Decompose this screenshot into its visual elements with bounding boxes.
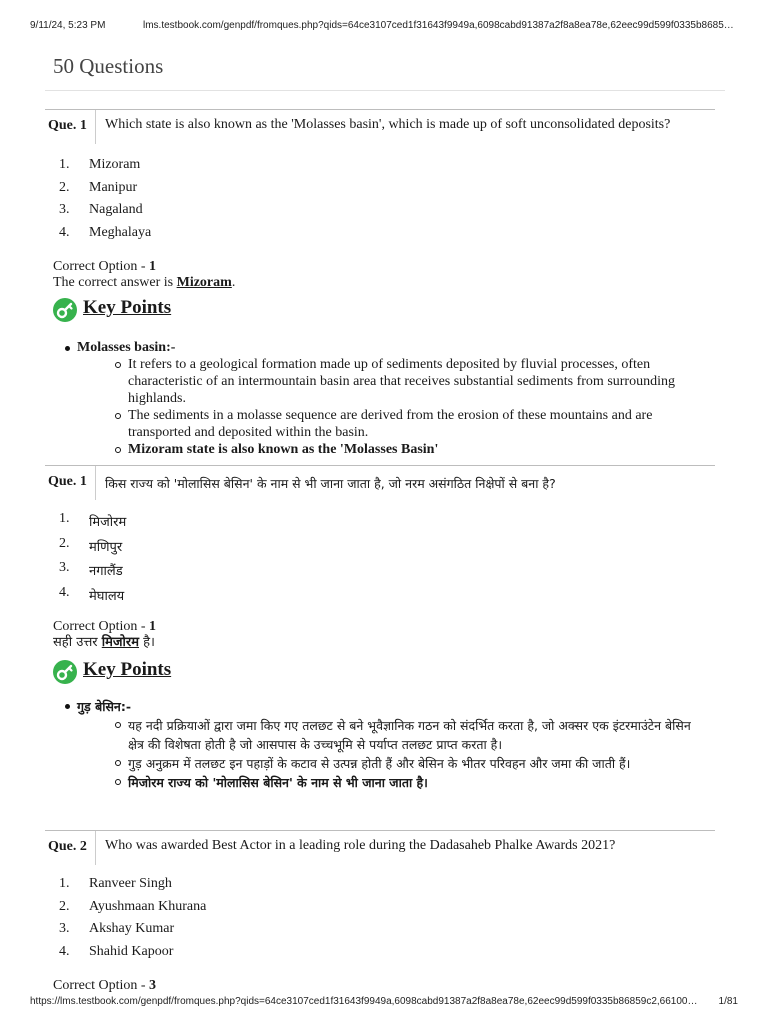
option-item: 1. Ranveer Singh: [59, 876, 172, 891]
print-url: lms.testbook.com/genpdf/fromques.php?qids=64ce3107ced1f31643f9949a,6098cabd91387a2f8a8ea78e,62eec99d599f0335b8685…: [143, 20, 734, 31]
key-icon: [53, 660, 77, 684]
correct-option: Correct Option - 3: [53, 978, 157, 993]
sub-bullet-item: Mizoram state is also known as the 'Molasses Basin': [53, 441, 705, 458]
option-item: 2. Ayushmaan Khurana: [59, 898, 207, 914]
bullet-item: गुड़ बेसिन:-: [53, 697, 715, 716]
page-number: 1/81: [718, 996, 738, 1007]
sub-bullet-item: मिजोरम राज्य को 'मोलासिस बेसिन' के नाम से भी जाना जाता है।: [53, 773, 705, 792]
option-item: 4. Meghalaya: [59, 224, 152, 240]
question-label: Que. 2: [48, 839, 87, 854]
options-list: [45, 876, 715, 966]
option-item: 2. Manipur: [59, 179, 138, 195]
option-item: 3. Akshay Kumar: [59, 921, 175, 936]
print-datetime: 9/11/24, 5:23 PM: [30, 20, 106, 31]
footer-url: https://lms.testbook.com/genpdf/fromques.php?qids=64ce3107ced1f31643f9949a,6098cabd91387a2f8a8ea78e,62eec99d599f0335b86859c2,66100…: [30, 996, 698, 1007]
question-label: Que. 1: [48, 474, 87, 489]
correct-option: Correct Option - 1 सही उत्तर मिजोरम है।: [53, 619, 157, 650]
key-points-list: [53, 697, 715, 792]
options-list: [45, 157, 715, 247]
key-points-heading: [53, 297, 715, 327]
key-icon: [53, 298, 77, 322]
option-item: 2. मणिपुर: [59, 535, 123, 555]
question-text: Which state is also known as the 'Molasses basin', which is made up of soft unconsolidated deposits?: [105, 117, 671, 132]
question-block-2: [45, 830, 715, 994]
question-block-1-en: [45, 109, 715, 458]
option-item: 3. नगालैंड: [59, 560, 123, 579]
option-item: 1. Mizoram: [59, 157, 141, 172]
answer-text: मिजोरम: [101, 635, 139, 650]
question-row: [45, 465, 715, 503]
key-points-title: Key Points: [83, 659, 172, 680]
question-row: [45, 830, 715, 868]
title-divider: [45, 90, 725, 91]
sub-bullet-item: It refers to a geological formation made up of sediments deposited by fluvial processes, often characteristic of an intermountain basin area that receives substantial sediments from surrounding highlands.: [53, 356, 705, 407]
option-item: 4. मेघालय: [59, 584, 125, 604]
sub-bullet-item: यह नदी प्रक्रियाओं द्वारा जमा किए गए तलछट से बने भूवैज्ञानिक गठन को संदर्भित करता है, जो अक्सर एक इंटरमाउंटेन बेसिन क्षेत्र की विशेषता होती है जो आसपास के उच्चभूमि से पर्याप्त तलछट प्राप्त करता है।: [53, 716, 705, 754]
correct-option: Correct Option - 1 The correct answer is Mizoram.: [53, 259, 236, 290]
key-points-heading: [53, 659, 715, 689]
bullet-item: Molasses basin:-: [53, 339, 715, 356]
page-title: 50 Questions: [53, 54, 164, 78]
question-label: Que. 1: [48, 118, 87, 133]
key-points-title: Key Points: [83, 297, 172, 318]
answer-text: Mizoram: [176, 275, 232, 290]
sub-bullet-item: गुड़ अनुक्रम में तलछट इन पहाड़ों के कटाव से उत्पन्न होती हैं और बेसिन के भीतर परिवहन और जमा की जाती हैं।: [53, 754, 705, 773]
sub-bullet-item: The sediments in a molasse sequence are derived from the erosion of these mountains and are transported and deposited within the basin.: [53, 407, 705, 441]
key-points-list: [53, 339, 715, 458]
option-item: 3. Nagaland: [59, 202, 143, 217]
option-item: 1. मिजोरम: [59, 511, 127, 530]
question-text: Who was awarded Best Actor in a leading role during the Dadasaheb Phalke Awards 2021?: [105, 838, 616, 853]
question-row: [45, 109, 715, 147]
question-block-1-hi: [45, 465, 715, 792]
options-list: [45, 511, 715, 609]
question-text: किस राज्य को 'मोलासिस बेसिन' के नाम से भी जाना जाता है, जो नरम असंगठित निक्षेपों से बना है?: [105, 476, 556, 491]
option-item: 4. Shahid Kapoor: [59, 943, 174, 959]
